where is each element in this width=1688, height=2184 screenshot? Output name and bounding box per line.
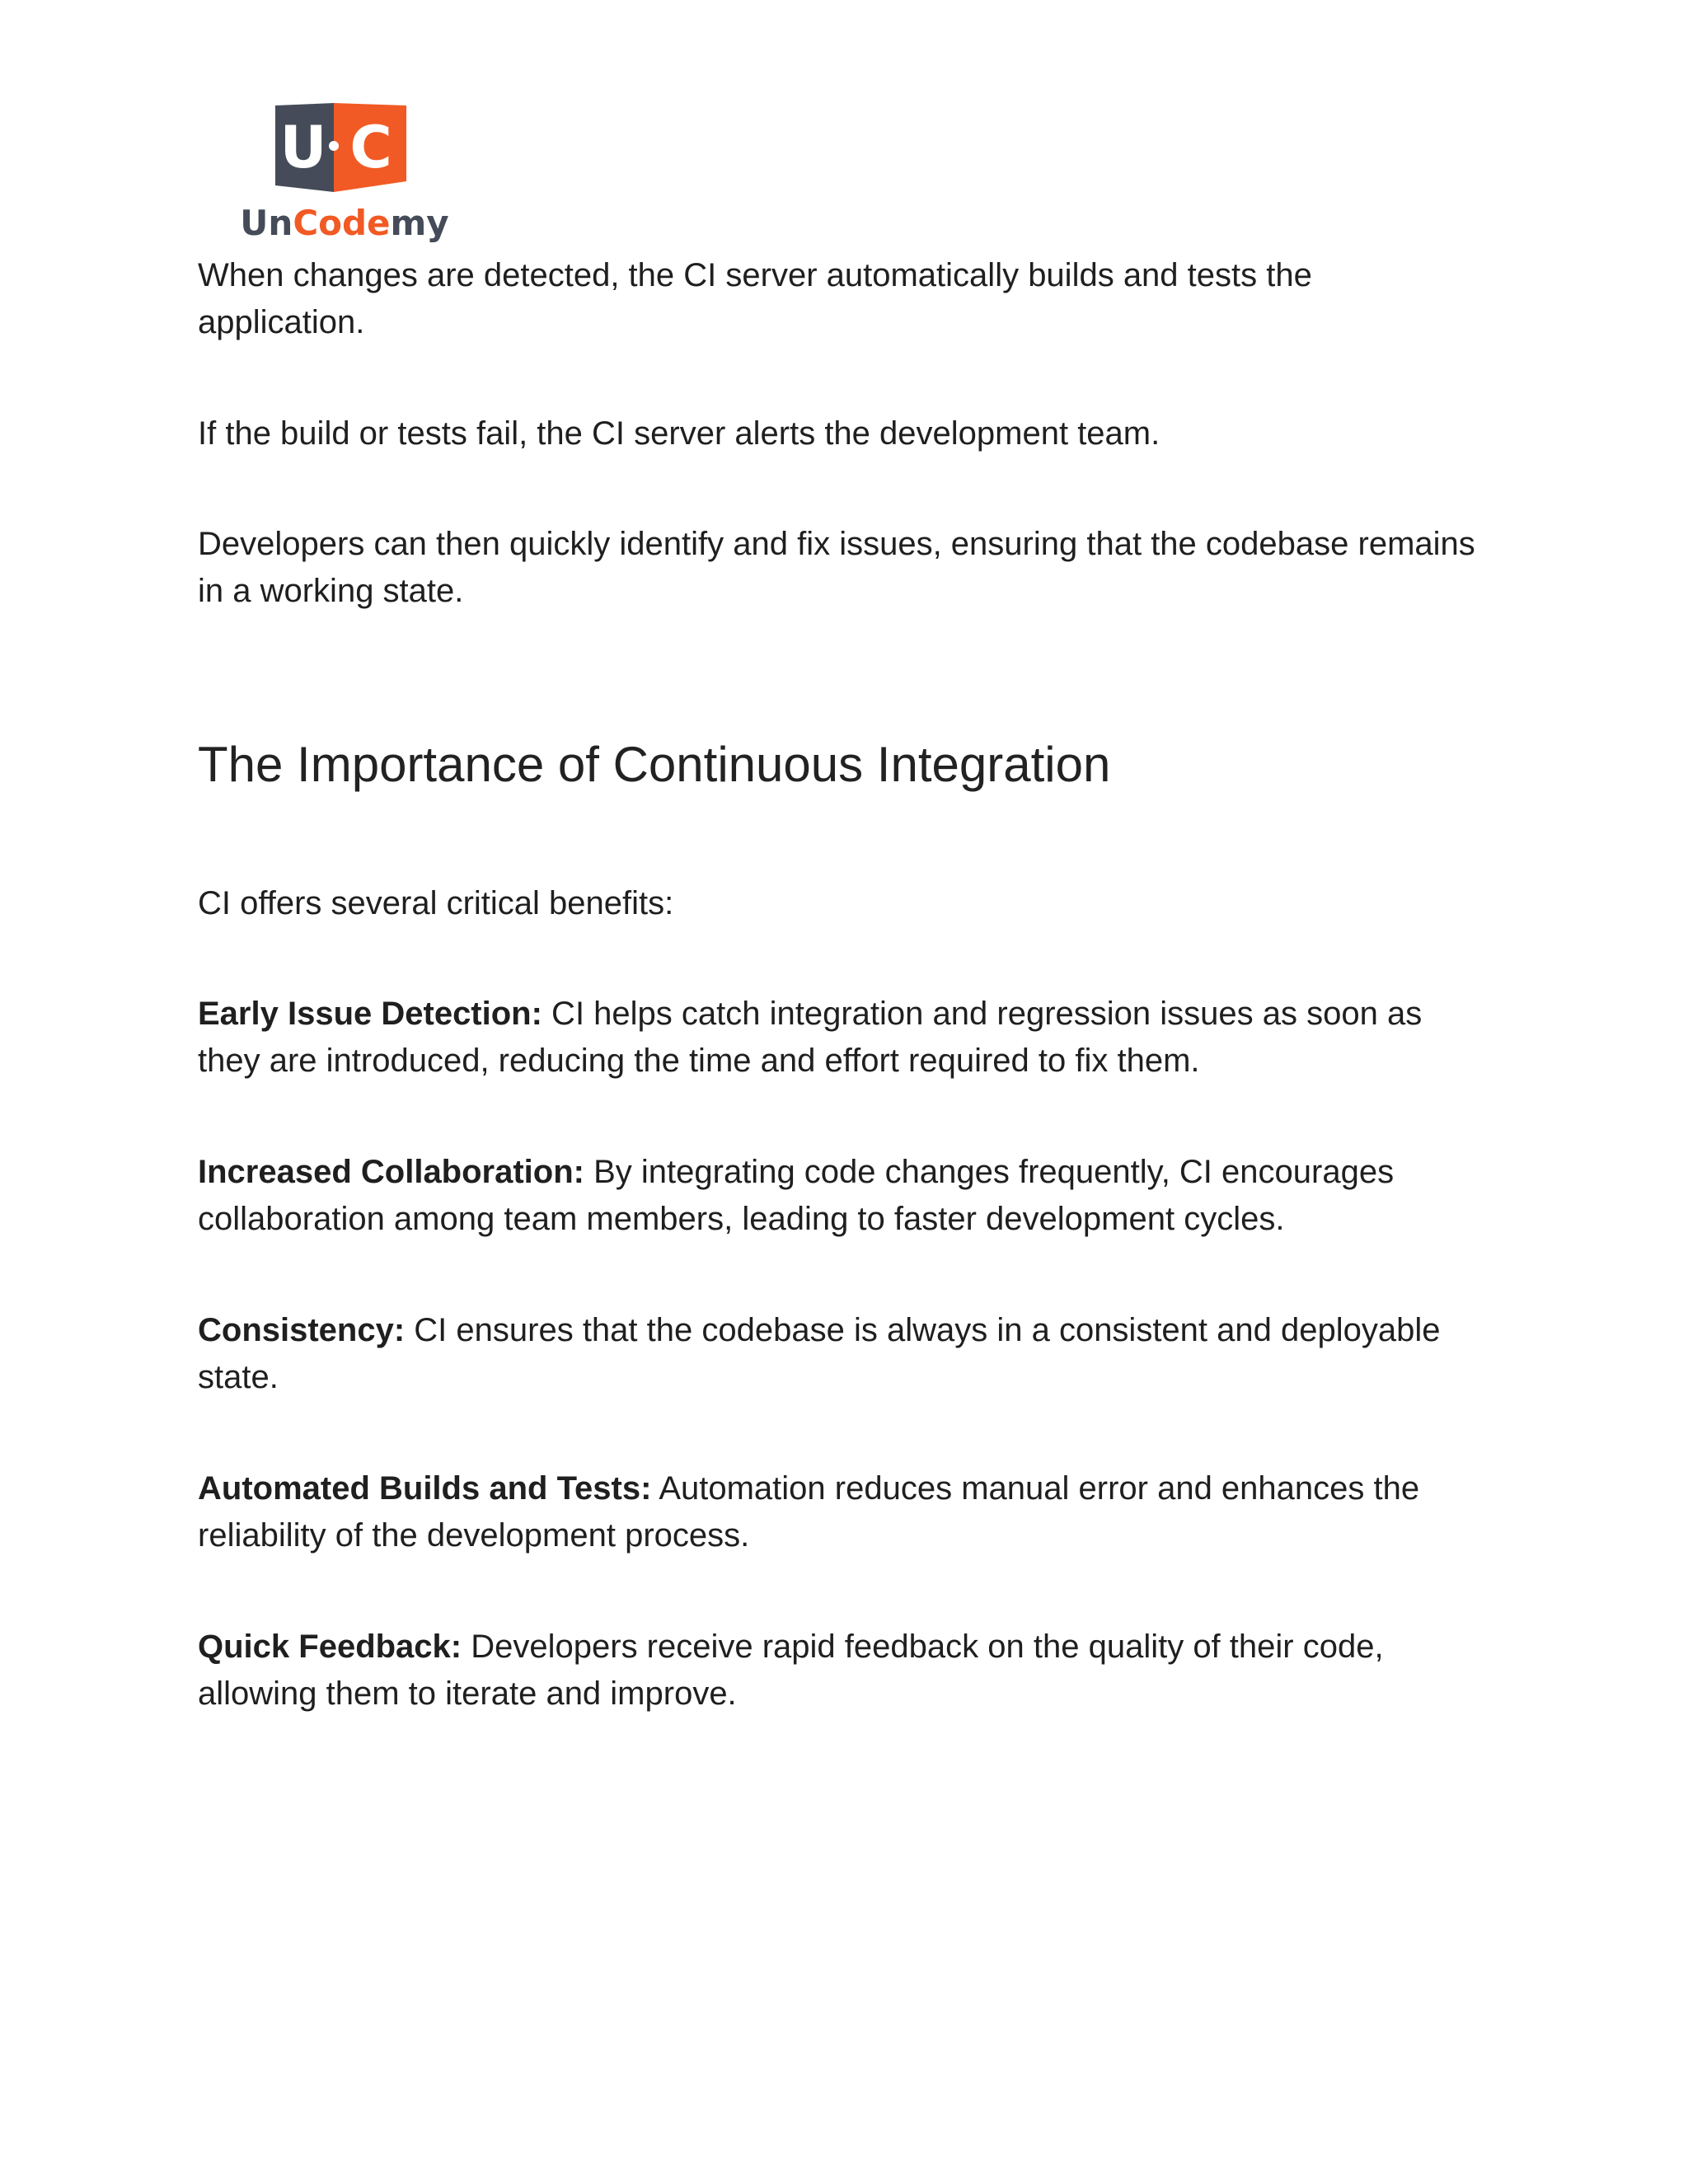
paragraph-ci-alerts: If the build or tests fail, the CI server alerts the development team.	[198, 415, 1160, 452]
benefit-term: Early Issue Detection:	[198, 996, 542, 1032]
benefit-quick-feedback	[198, 1624, 1484, 1718]
paragraph-fix-issues: Developers can then quickly identify and fix issues, ensuring that the codebase remains in a working state.	[198, 526, 1475, 609]
uncodemy-logo	[232, 103, 457, 243]
logo-wordmark-code: Code	[293, 203, 391, 243]
benefit-description: Automation reduces manual error and enhances the reliability of the development process.	[198, 1470, 1420, 1554]
logo-wordmark	[240, 203, 448, 243]
logo-wordmark-un: Un	[240, 203, 293, 243]
benefit-term: Increased Collaboration:	[198, 1154, 584, 1190]
benefit-term: Automated Builds and Tests:	[198, 1470, 652, 1507]
benefit-term: Quick Feedback:	[198, 1629, 462, 1665]
benefit-description: CI helps catch integration and regression issues as soon as they are introduced, reducing the time and effort required to fix them.	[198, 996, 1423, 1079]
benefit-consistency	[198, 1307, 1484, 1401]
benefits-intro: CI offers several critical benefits:	[198, 885, 674, 921]
logo-letter-c: C	[349, 114, 392, 181]
logo-wordmark-my: my	[390, 203, 449, 243]
section-heading: The Importance of Continuous Integration	[198, 737, 1111, 792]
benefit-term: Consistency:	[198, 1312, 406, 1348]
paragraph-ci-builds: When changes are detected, the CI server automatically builds and tests the application.	[198, 257, 1312, 340]
logo-dot	[329, 141, 339, 151]
benefit-description: By integrating code changes frequently, CI encourages collaboration among team members, leading to faster development cycles.	[198, 1154, 1395, 1237]
benefit-early-issue-detection	[198, 991, 1484, 1085]
benefit-increased-collaboration	[198, 1149, 1484, 1243]
benefit-description: CI ensures that the codebase is always in a consistent and deployable state.	[198, 1312, 1441, 1395]
benefit-automated-builds	[198, 1465, 1484, 1559]
logo-letter-u: U	[279, 114, 327, 181]
benefit-description: Developers receive rapid feedback on the quality of their code, allowing them to iterate and improve.	[198, 1629, 1384, 1712]
